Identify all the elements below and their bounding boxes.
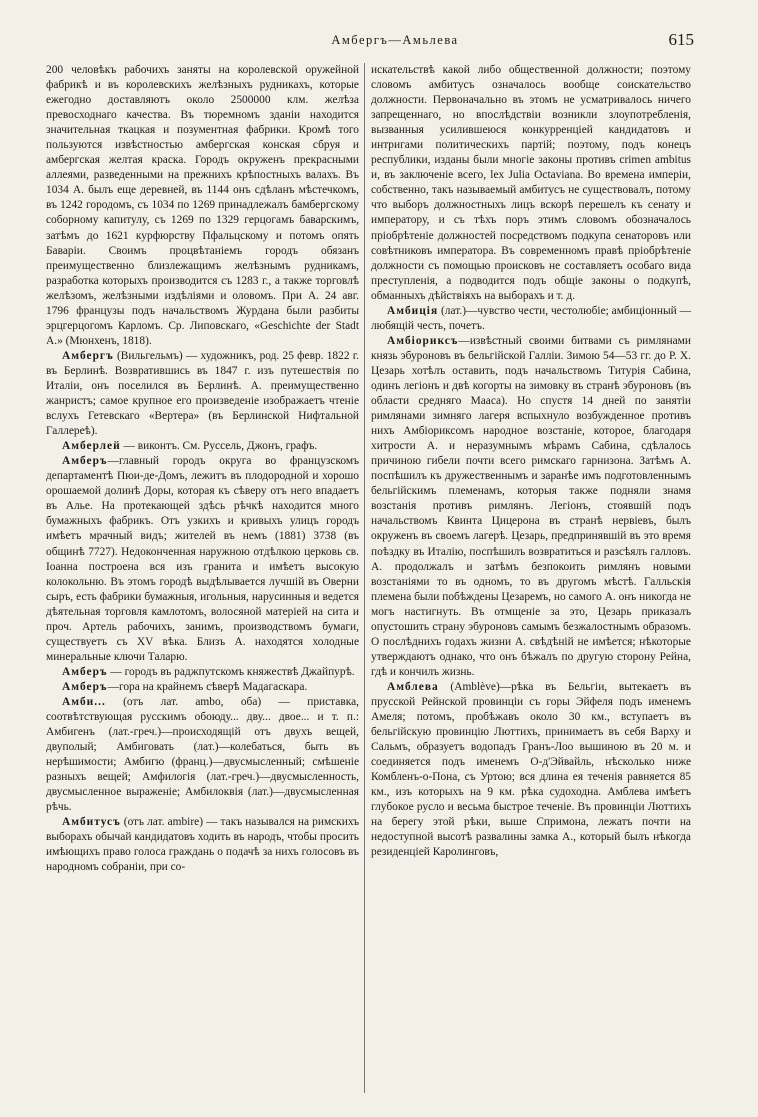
entry-text: 200 человѣкъ рабочихъ заняты на королевской оружейной фабрикѣ и въ королевскихъ желѣзныхъ рудникахъ, которые ежегодно доставляютъ около 2500000 клм. желѣза превосходнаго качества. Въ тюремномъ зданіи находится значительная ткацкая и позументная фабрики. Кромѣ того пользуются извѣстностью амбергская конская сбруя и амбергская желтая краска. Городъ окруженъ прекрасными аллеями, разведенными на прежнихъ крѣпостныхъ валахъ. Въ 1034 А. былъ еще деревней, въ 1144 онъ сдѣланъ мѣстечкомъ, въ 1242 городомъ, съ 1034 по 1269 принадлежалъ бамбергскому соборному капитулу, съ 1269 по 1329 герцогамъ баварскимъ, затѣмъ до 1621 курфюрству Пфальцскому и потомъ опять Баваріи. Своимъ процвѣтаніемъ городъ обязанъ преимущественно близлежащимъ желѣзнымъ рудникамъ, разработка которыхъ производится съ 1283 г., а также торговлѣ желѣзомъ, желѣзными издѣліями и оловомъ. При А. 24 авг. 1796 французы подъ начальствомъ Журдана были разбиты эрцгерцогомъ Карломъ. Ср. Липовскаго, «Geschichte der Stadt A.» (Мюнхенъ, 1818). <box>46 64 359 347</box>
entry-text: (Вильгельмъ) — художникъ, род. 25 февр. 1822 г. въ Берлинѣ. Возвратившись въ 1847 г. изъ путешествія по Италіи, онъ поселился въ Берлинѣ. А. преимущественно жанристъ; самое крупное его произведеніе изображаетъ чтеніе вслухъ Гетевскаго «Вертера» (въ Берлинской Нифтальной Галлереѣ). <box>46 349 359 438</box>
entry-text: —главный городъ округа во французскомъ департаментѣ Пюи-де-Домъ, лежитъ въ плодородной и хорошо орошаемой долинѣ Доры, которая къ сѣверу отъ него впадаетъ въ Алье. На протекающей здѣсь рѣчкѣ находится много бумажныхъ фабрикъ. Отъ узкихъ и кривыхъ улицъ городъ имѣетъ мрачный видъ; жителей въ немъ (1881) 3738 (въ общинѣ 7727). Недоконченная наружною отдѣлкою церковь св. Іоанна построена вся изъ гранита и имѣетъ высокую колокольню. Въ этомъ городѣ выдѣлывается лучшій въ Оверни сыръ, есть фабрики бумажныя, игольныя, нарусинныя и ведется дѣятельная торговля камлотомъ, волосяной матеріей на сита и проч. Артель рабочихъ, занимъ, производствомъ бумаги, существуетъ съ XV вѣка. Близъ А. находятся холодные минеральные ключи Таларю. <box>46 455 359 663</box>
entry-headword: Амбиція <box>387 304 439 317</box>
left-column <box>46 63 359 876</box>
entry-text: искательствѣ какой либо общественной должности; поэтому словомъ амбитусъ означалось вообще соискательство должности. Первоначально въ этомъ не усматривалось ничего запрещеннаго, но впослѣдствіи возникли злоупотребленія, вызванныя усилившеюся конкурренціей кандидатовъ и интригами политическихъ партій; поэтому, подъ конецъ республики, изданы были многіе законы противъ crimen ambitus и, въ заключеніе всего, lex Julia Octaviana. Во времена имперіи, собственно, такъ называемый амбитусъ не существовалъ, потому что выборъ должностныхъ лицъ вскорѣ перешелъ къ сенату и императору, и съ тѣхъ поръ этимъ словомъ обозначалось пріобрѣтеніе должностей посредствомъ подкупа сенаторовъ или совѣтниковъ императора. Въ современномъ правѣ пріобрѣтеніе должности съ помощью происковъ не составляетъ особаго вида преступленія, а подводится подъ общіе законы о подкупѣ, обманныхъ дѣйствіяхъ на выборахъ и т. д. <box>371 64 691 302</box>
entry-ambicia <box>371 304 691 334</box>
entry-ambiorix <box>371 334 691 680</box>
running-head: Амбергъ—Амьлева <box>331 33 459 47</box>
entry-text: — городъ въ раджпутскомъ княжествѣ Джайпурѣ. <box>107 665 355 678</box>
entry-amberg-painter <box>46 349 359 439</box>
entry-text: (лат.)—чувство чести, честолюбіе; амбиціонный — любящій честь, почетъ. <box>371 304 691 332</box>
entry-headword: Амберъ <box>62 665 108 678</box>
page-number: 615 <box>668 30 694 49</box>
entry-ambert <box>46 454 359 665</box>
entry-headword: Амбіориксъ <box>387 334 459 347</box>
continued-text <box>46 63 359 349</box>
entry-ambi <box>46 695 359 815</box>
entry-text: —извѣстный своими битвами съ римлянами князь эбуроновъ въ бельгійской Галліи. Зимою 54—53 гг. до Р. Х. Цезарь хотѣлъ оставить, подъ начальствомъ Титурія Сабина, одинъ легіонъ и двѣ когорты на зимовку въ странѣ эбуроновъ (въ области средняго Мааса). Но спустя 14 дней по занятіи римлянами зимняго лагеря вспыхнуло возбужденное противъ нихъ Амбіориксомъ народное возстаніе, которое, благодаря хитрости А. и неразумнымъ мѣрамъ Сабина, сдѣлалось причиною гибели почти всего римскаго гарнизона. Затѣмъ А. поспѣшилъ къ дружественнымъ и заранѣе имъ подготовленнымъ бельгійскимъ племенамъ, которыя также подняли знамя возстанія противъ римлянъ. Легіонъ, стоявшій подъ начальствомъ Квинта Цицерона въ странѣ нервіевъ, былъ окруженъ въ своемъ лагерѣ. Цезарь, предпринявшій въ это время поѣздку въ Италію, поспѣшилъ возвратиться и разсѣялъ галловъ. А. продолжалъ и затѣмъ безпокоить римлянъ новыми возстаніями то въ одномъ, то въ другомъ мѣстѣ. Галльскія племена были побѣждены Цезаремъ, но самого А. онъ никогда не могъ настигнуть. Въ отмщеніе за это, Цезарь приказалъ опустошить страну эбуроновъ самымъ безжалостнымъ образомъ. О послѣднихъ годахъ жизни А. свѣдѣній не имѣется; нѣкоторые утверждаютъ однако, что онъ бѣжалъ по другую сторону Рейна, гдѣ и кончилъ жизнь. <box>371 334 691 678</box>
entry-text: — виконтъ. См. Руссель, Джонъ, графъ. <box>120 440 318 453</box>
entry-headword: Амби... <box>62 695 106 708</box>
entry-text: —гора на крайнемъ сѣверѣ Мадагаскара. <box>107 680 308 693</box>
entry-headword: Амберлей <box>62 440 121 453</box>
entry-headword: Амбитусъ <box>62 816 121 829</box>
entry-headword: Амбергъ <box>62 349 114 362</box>
entry-amber-town <box>46 665 359 680</box>
entry-text: (отъ лат. ambire) — такъ назывался на римскихъ выборахъ обычай кандидатовъ ходить въ народъ, чтобы просить имѣющихъ право голоса граждань о подачѣ за нихъ голосовъ въ народномъ собраніи, при со- <box>46 816 359 874</box>
entry-ambitus <box>46 815 359 875</box>
entry-amber-mountain <box>46 680 359 695</box>
right-column <box>371 63 691 860</box>
entry-headword: Амберъ <box>62 455 108 468</box>
entry-amberley <box>46 439 359 454</box>
column-divider <box>364 63 365 1093</box>
entry-amblève <box>371 680 691 861</box>
entry-headword: Амблева <box>387 680 439 693</box>
entry-text: (Amblève)—рѣка въ Бельгіи, вытекаетъ въ прусской Рейнской провинціи съ горы Эйфеля подъ именемъ Амеля; потомъ, пробѣжавъ около 30 км., вступаетъ въ бельгійскую провинцію Люттихъ, принимаетъ въ себя Варху и Сальмъ, образуетъ водопадъ Гранъ-Лоо вышиною въ 20 м. и соединяется подъ именемъ О-д'Эйвайль, нѣсколько ниже Комбленъ-о-Пона, съ Уртою; вся длина ея теченія равняется 85 км., изъ которыхъ на 9 км. рѣка судоходна. Амблева имѣетъ глубокое русло и весьма быстрое теченіе. Въ провинціи Люттихъ на берегу этой рѣки, выше Спримона, лежатъ почти на недоступной высотѣ развалины замка А., который былъ нѣкогда резиденціей Каролинговъ, <box>371 680 691 859</box>
continued-text <box>371 63 691 304</box>
entry-text: (отъ лат. ambo, оба) — приставка, соотвѣтствующая русскимъ обоюду... дву... двое... и т. п.: Амбигенъ (лат.-греч.)—происходящій отъ двухъ вещей, двуполый; Амбиговать (лат.)—колебаться, быть въ нерѣшимости; Амбигю (франц.)—двусмысленный; смѣшеніе разныхъ вещей; Амфилогія (лат.-греч.)—двусмысленность, двусмысленное выраженіе; Амбилоквія (лат.)—двусмысленная рѣчь. <box>46 695 359 814</box>
entry-headword: Амберъ <box>62 680 108 693</box>
page-header <box>0 30 758 54</box>
